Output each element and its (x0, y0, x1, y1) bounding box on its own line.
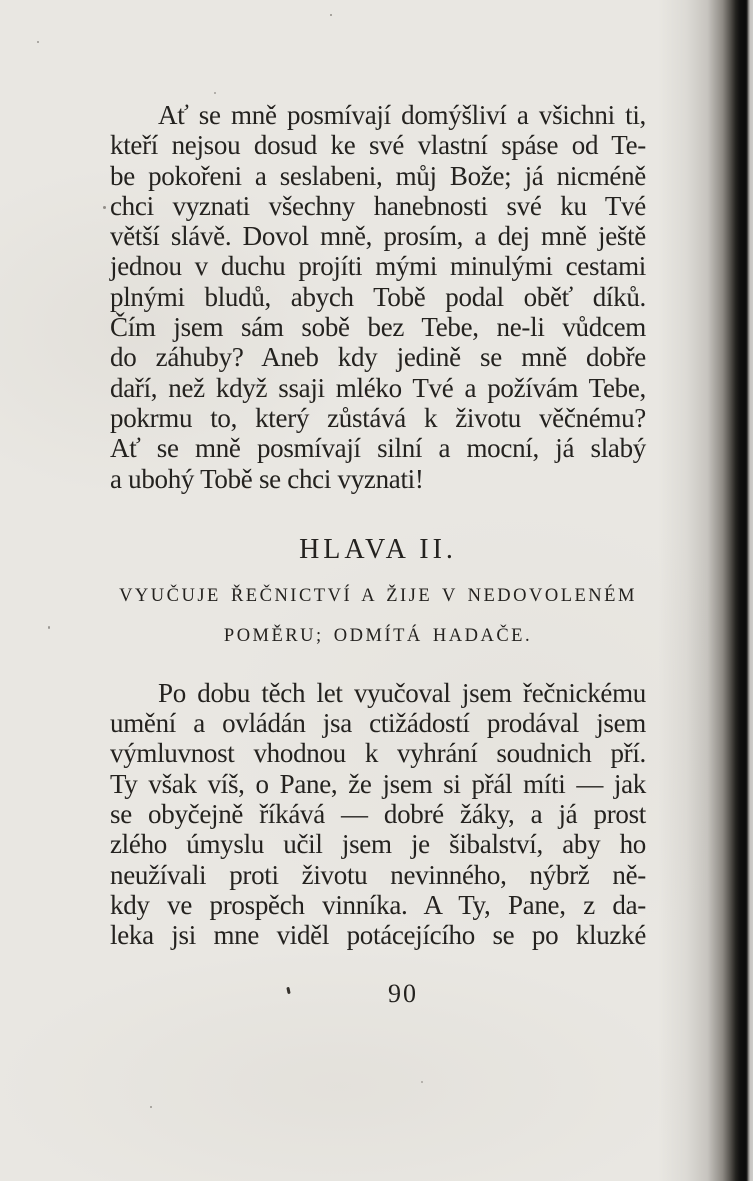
body-line: kteří nejsou dosud ke své vlastní spáse od Te- (110, 130, 646, 161)
ink-speck (103, 206, 106, 209)
chapter-subtitle-line-1: VYUČUJE ŘEČNICTVÍ A ŽIJE V NEDOVOLENÉM (119, 585, 637, 606)
paragraph-2 (110, 678, 646, 951)
body-line: daří, než když ssaji mléko Tvé a požívám Tebe, (110, 372, 646, 403)
body-line: be pokořeni a seslabeni, můj Bože; já nicméně (110, 160, 646, 191)
ink-speck (286, 987, 290, 994)
body-line: chci vyznati všechny hanebnosti své ku Tvé (110, 190, 646, 221)
body-line: do záhuby? Aneb kdy jedině se mně dobře (110, 342, 646, 373)
body-line: pokrmu to, který zůstává k životu věčnému? (110, 402, 646, 433)
body-line: leka jsi mne viděl potácejícího se po kluzké (110, 920, 646, 951)
ink-speck (421, 1081, 423, 1083)
paragraph-1 (110, 100, 646, 494)
body-line: Ať se mně posmívají silní a mocní, já slabý (110, 433, 646, 464)
body-line: umění a ovládán jsa ctižádostí prodával jsem (110, 708, 646, 739)
ink-speck (37, 41, 39, 43)
body-line: Čím jsem sám sobě bez Tebe, ne-li vůdcem (110, 312, 646, 343)
ink-speck (214, 92, 216, 94)
text-column (110, 100, 646, 951)
body-line: Po dobu těch let vyučoval jsem řečnickému (158, 677, 646, 708)
body-line: Ty však víš, o Pane, že jsem si přál míti — jak (110, 768, 646, 799)
ink-speck (572, 761, 574, 763)
body-line: a ubohý Tobě se chci vyznati! (110, 463, 424, 494)
body-line: jednou v duchu projíti mými minulými cestami (110, 251, 646, 282)
body-line: výmluvnost vhodnou k vyhrání soudnich pří. (110, 738, 646, 769)
body-line: větší slávě. Dovol mně, prosím, a dej mně ještě (110, 221, 646, 252)
ink-speck (330, 14, 332, 16)
ink-speck (48, 626, 50, 629)
body-line: zlého úmyslu učil jsem je šibalství, aby ho (110, 829, 646, 860)
body-line: plnými bludů, abych Tobě podal oběť díků. (110, 281, 646, 312)
page-number: 90 (388, 979, 418, 1008)
body-line: kdy ve prospěch vinníka. A Ty, Pane, z da- (110, 889, 646, 920)
chapter-subtitle-line-2: POMĚRU; ODMÍTÁ HADAČE. (223, 625, 533, 646)
chapter-heading: HLAVA II. (299, 533, 457, 565)
binding-shadow (658, 0, 753, 1181)
body-line: Ať se mně posmívají domýšliví a všichni ti, (158, 100, 646, 130)
ink-speck (150, 1106, 152, 1108)
body-line: se obyčejně říkává — dobré žáky, a já prost (110, 799, 646, 830)
body-line: neužívali proti životu nevinného, nýbrž ně- (110, 859, 646, 890)
